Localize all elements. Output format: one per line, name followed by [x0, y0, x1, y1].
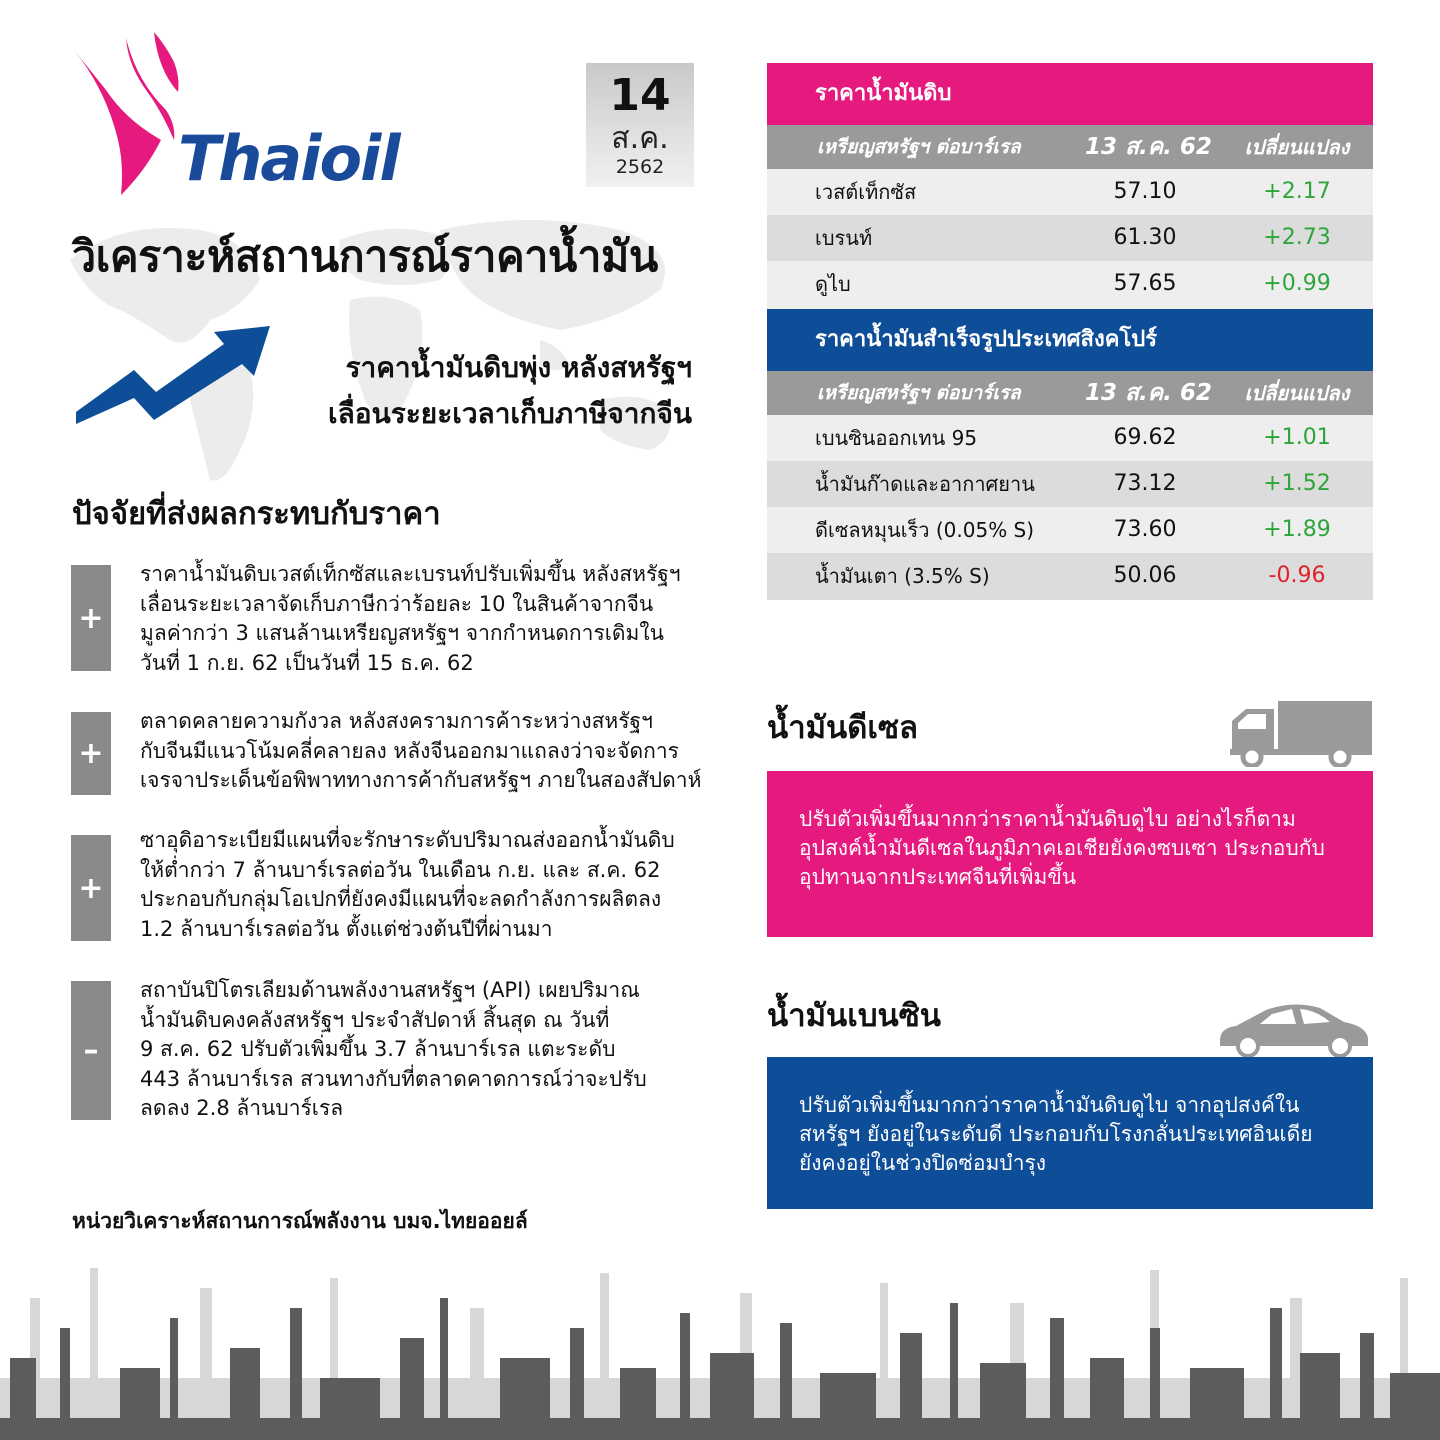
row-change: +1.89 [1263, 517, 1331, 542]
factor-item [140, 826, 730, 944]
row-name: เบนซินออกเทน 95 [815, 426, 978, 450]
factor-sign-positive: + [71, 712, 111, 795]
factor-sign-positive: + [71, 835, 111, 941]
table-row [767, 553, 1373, 600]
headline-line-1: ราคาน้ำมันดิบพุ่ง หลังสหรัฐฯ [345, 351, 692, 384]
factor-line: 1.2 ล้านบาร์เรลต่อวัน ตั้งแต่ช่วงต้นปีที่ผ่านมา [140, 916, 553, 941]
page-title: วิเคราะห์สถานการณ์ราคาน้ำมัน [72, 232, 658, 282]
date-month: ส.ค. [611, 121, 669, 156]
table-row [767, 507, 1373, 553]
crude-table-column-header [767, 125, 1373, 169]
column-date: 13 ส.ค. 62 [1085, 134, 1212, 160]
factor-sign-negative: – [71, 981, 111, 1120]
factor-line: เจรจาประเด็นข้อพิพาททางการค้ากับสหรัฐฯ ภายในสองสัปดาห์ [140, 768, 702, 792]
row-name: น้ำมันเตา (3.5% S) [815, 564, 990, 588]
row-change: +2.17 [1263, 179, 1331, 204]
factor-line: ให้ต่ำกว่า 7 ล้านบาร์เรลต่อวัน ในเดือน ก.ย. และ ส.ค. 62 [140, 857, 661, 882]
row-change: +0.99 [1263, 271, 1331, 296]
gasoline-note [767, 1057, 1373, 1209]
table-row [767, 461, 1373, 507]
crude-table-title: ราคาน้ำมันดิบ [767, 63, 1373, 125]
footer-credit: หน่วยวิเคราะห์สถานการณ์พลังงาน บมจ.ไทยออยล์ [72, 1209, 528, 1233]
row-name: ดูไบ [815, 272, 851, 296]
gasoline-note-line: ปรับตัวเพิ่มขึ้นมากกว่าราคาน้ำมันดิบดูไบ จากอุปสงค์ใน [799, 1093, 1300, 1117]
diesel-note-line: อุปสงค์น้ำมันดีเซลในภูมิภาคเอเชียยังคงซบเซา ประกอบกับ [799, 836, 1325, 860]
gasoline-note-line: ยังคงอยู่ในช่วงปิดซ่อมบำรุง [799, 1151, 1047, 1175]
factor-line: ซาอุดิอาระเบียมีแผนที่จะรักษาระดับปริมาณส่งออกน้ำมันดิบ [140, 828, 675, 852]
date-day: 14 [609, 70, 671, 121]
trend-up-arrow-icon [74, 324, 274, 424]
factor-line: มูลค่ากว่า 3 แสนล้านเหรียญสหรัฐฯ จากกำหนดการเดิมใน [140, 621, 664, 645]
row-change: +1.52 [1263, 471, 1331, 496]
truck-icon [1228, 699, 1374, 767]
factor-line: เลื่อนระยะเวลาจัดเก็บภาษีกว่าร้อยละ 10 ในสินค้าจากจีน [140, 591, 654, 616]
row-change: -0.96 [1268, 563, 1326, 588]
factor-line: ตลาดคลายความกังวล หลังสงครามการค้าระหว่างสหรัฐฯ [140, 709, 653, 733]
row-name: ดีเซลหมุนเร็ว (0.05% S) [815, 518, 1035, 542]
factors-section-title: ปัจจัยที่ส่งผลกระทบกับราคา [72, 496, 441, 532]
factor-line: วันที่ 1 ก.ย. 62 เป็นวันที่ 15 ธ.ค. 62 [140, 650, 474, 675]
column-date: 13 ส.ค. 62 [1085, 380, 1212, 406]
diesel-note-line: อุปทานจากประเทศจีนที่เพิ่มขึ้น [799, 865, 1077, 889]
factor-line: น้ำมันดิบคงคลังสหรัฐฯ ประจำสัปดาห์ สิ้นสุด ณ วันที่ [140, 1007, 610, 1032]
row-change: +2.73 [1263, 225, 1331, 250]
row-value: 57.65 [1113, 271, 1177, 296]
table-row [767, 169, 1373, 215]
factor-line: 9 ส.ค. 62 ปรับตัวเพิ่มขึ้น 3.7 ล้านบาร์เรล แตะระดับ [140, 1037, 616, 1061]
column-unit: เหรียญสหรัฐฯ ต่อบาร์เรล [817, 136, 1021, 158]
row-name: เบรนท์ [815, 226, 873, 250]
column-unit: เหรียญสหรัฐฯ ต่อบาร์เรล [817, 382, 1021, 404]
date-badge [586, 63, 694, 187]
row-value: 73.12 [1113, 471, 1177, 496]
column-change: เปลี่ยนแปลง [1244, 135, 1350, 159]
thaioil-wordmark: Thaioil [178, 122, 399, 195]
factor-line: กับจีนมีแนวโน้มคลี่คลายลง หลังจีนออกมาแถลงว่าจะจัดการ [140, 738, 679, 763]
row-value: 73.60 [1113, 517, 1177, 542]
factor-line: ราคาน้ำมันดิบเวสต์เท็กซัสและเบรนท์ปรับเพิ่มขึ้น หลังสหรัฐฯ [140, 562, 681, 586]
factor-item [140, 976, 730, 1124]
factor-line: ลดลง 2.8 ล้านบาร์เรล [140, 1096, 344, 1120]
factor-line: สถาบันปิโตรเลียมด้านพลังงานสหรัฐฯ (API) เผยปริมาณ [140, 978, 640, 1002]
refined-table-column-header [767, 371, 1373, 415]
column-change: เปลี่ยนแปลง [1244, 381, 1350, 405]
diesel-note [767, 771, 1373, 937]
factor-item [140, 560, 730, 678]
thaioil-wing-icon [66, 30, 186, 200]
table-row [767, 261, 1373, 309]
thaioil-logo [66, 30, 436, 200]
gasoline-section-title: น้ำมันเบนซิน [767, 998, 941, 1034]
row-value: 61.30 [1113, 225, 1177, 250]
factor-sign-positive: + [71, 565, 111, 671]
diesel-note-line: ปรับตัวเพิ่มขึ้นมากกว่าราคาน้ำมันดิบดูไบ อย่างไรก็ตาม [799, 807, 1296, 831]
factor-item [140, 707, 730, 796]
refined-table-title: ราคาน้ำมันสำเร็จรูปประเทศสิงคโปร์ [767, 309, 1373, 371]
table-row [767, 415, 1373, 461]
factor-line: ประกอบกับกลุ่มโอเปกที่ยังคงมีแผนที่จะลดกำลังการผลิตลง [140, 887, 662, 911]
refinery-skyline-illustration [0, 1258, 1440, 1440]
row-name: เวสต์เท็กซัส [815, 180, 917, 204]
row-value: 57.10 [1113, 179, 1177, 204]
row-name: น้ำมันก๊าดและอากาศยาน [815, 472, 1035, 496]
row-value: 50.06 [1113, 563, 1177, 588]
table-row [767, 215, 1373, 261]
factor-line: 443 ล้านบาร์เรล สวนทางกับที่ตลาดคาดการณ์ว่าจะปรับ [140, 1066, 647, 1091]
row-change: +1.01 [1263, 425, 1331, 450]
date-year: 2562 [615, 156, 665, 178]
headline-line-2: เลื่อนระยะเวลาเก็บภาษีจากจีน [328, 397, 692, 430]
row-value: 69.62 [1113, 425, 1177, 450]
gasoline-note-line: สหรัฐฯ ยังอยู่ในระดับดี ประกอบกับโรงกลั่นประเทศอินเดีย [799, 1122, 1313, 1146]
diesel-section-title: น้ำมันดีเซล [767, 710, 918, 746]
car-icon [1216, 1000, 1372, 1058]
